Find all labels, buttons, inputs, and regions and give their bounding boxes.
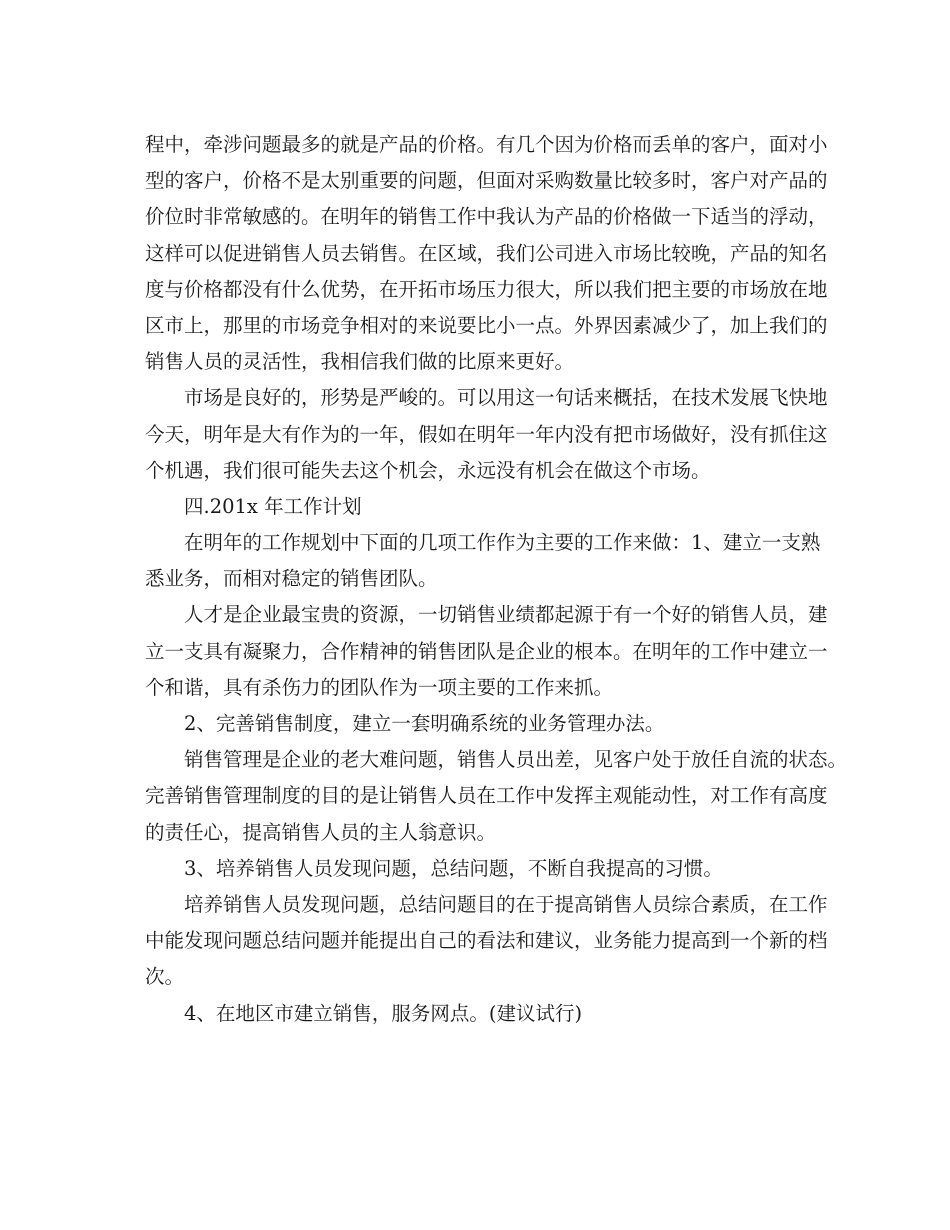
text-line: 在明年的工作规划中下面的几项工作作为主要的工作来做：1、建立一支熟	[184, 531, 821, 555]
text-line: 销售人员的灵活性，我相信我们做的比原来更好。	[145, 350, 575, 374]
document-body	[145, 127, 848, 1032]
text-line: 中能发现问题总结问题并能提出自己的看法和建议，业务能力提高到一个新的档	[145, 929, 828, 953]
text-line: 这样可以促进销售人员去销售。在区域，我们公司进入市场比较晚，产品的知名	[145, 241, 828, 265]
text-line: 悉业务，而相对稳定的销售团队。	[145, 567, 438, 591]
text-line: 程中，牵涉问题最多的就是产品的价格。有几个因为价格而丢单的客户，面对小	[145, 133, 828, 156]
text-line: 个机遇，我们很可能失去这个机会，永远没有机会在做这个市场。	[145, 458, 711, 482]
text-line: 价位时非常敏感的。在明年的销售工作中我认为产品的价格做一下适当的浮动，	[145, 205, 828, 229]
text-line: 立一支具有凝聚力，合作精神的销售团队是企业的根本。在明年的工作中建立一	[145, 639, 828, 663]
text-line: 次。	[145, 965, 185, 989]
text-line: 四.201x 年工作计划	[184, 494, 362, 518]
text-line: 个和谐，具有杀伤力的团队作为一项主要的工作来抓。	[145, 675, 614, 699]
text-line: 的责任心，提高销售人员的主人翁意识。	[145, 820, 497, 844]
text-line: 度与价格都没有什么优势，在开拓市场压力很大，所以我们把主要的市场放在地	[145, 277, 828, 301]
text-line: 人才是企业最宝贵的资源，一切销售业绩都起源于有一个好的销售人员，建	[184, 603, 828, 627]
text-line: 区市上，那里的市场竞争相对的来说要比小一点。外界因素减少了，加上我们的	[145, 313, 828, 337]
text-line: 完善销售管理制度的目的是让销售人员在工作中发挥主观能动性，对工作有高度	[145, 784, 828, 808]
text-line: 3、培养销售人员发现问题，总结问题，不断自我提高的习惯。	[184, 856, 723, 880]
text-line: 培养销售人员发现问题，总结问题目的在于提高销售人员综合素质，在工作	[184, 892, 828, 916]
text-line: 市场是良好的，形势是严峻的。可以用这一句话来概括，在技术发展飞快地	[184, 386, 828, 410]
text-line: 型的客户，价格不是太别重要的问题，但面对采购数量比较多时，客户对产品的	[145, 169, 828, 193]
text-line: 4、在地区市建立销售，服务网点。(建议试行)	[184, 1001, 583, 1025]
text-line: 销售管理是企业的老大难问题，销售人员出差，见客户处于放任自流的状态。	[184, 748, 848, 772]
text-line: 2、完善销售制度，建立一套明确系统的业务管理办法。	[184, 712, 665, 735]
text-line: 今天，明年是大有作为的一年，假如在明年一年内没有把市场做好，没有抓住这	[145, 422, 828, 446]
